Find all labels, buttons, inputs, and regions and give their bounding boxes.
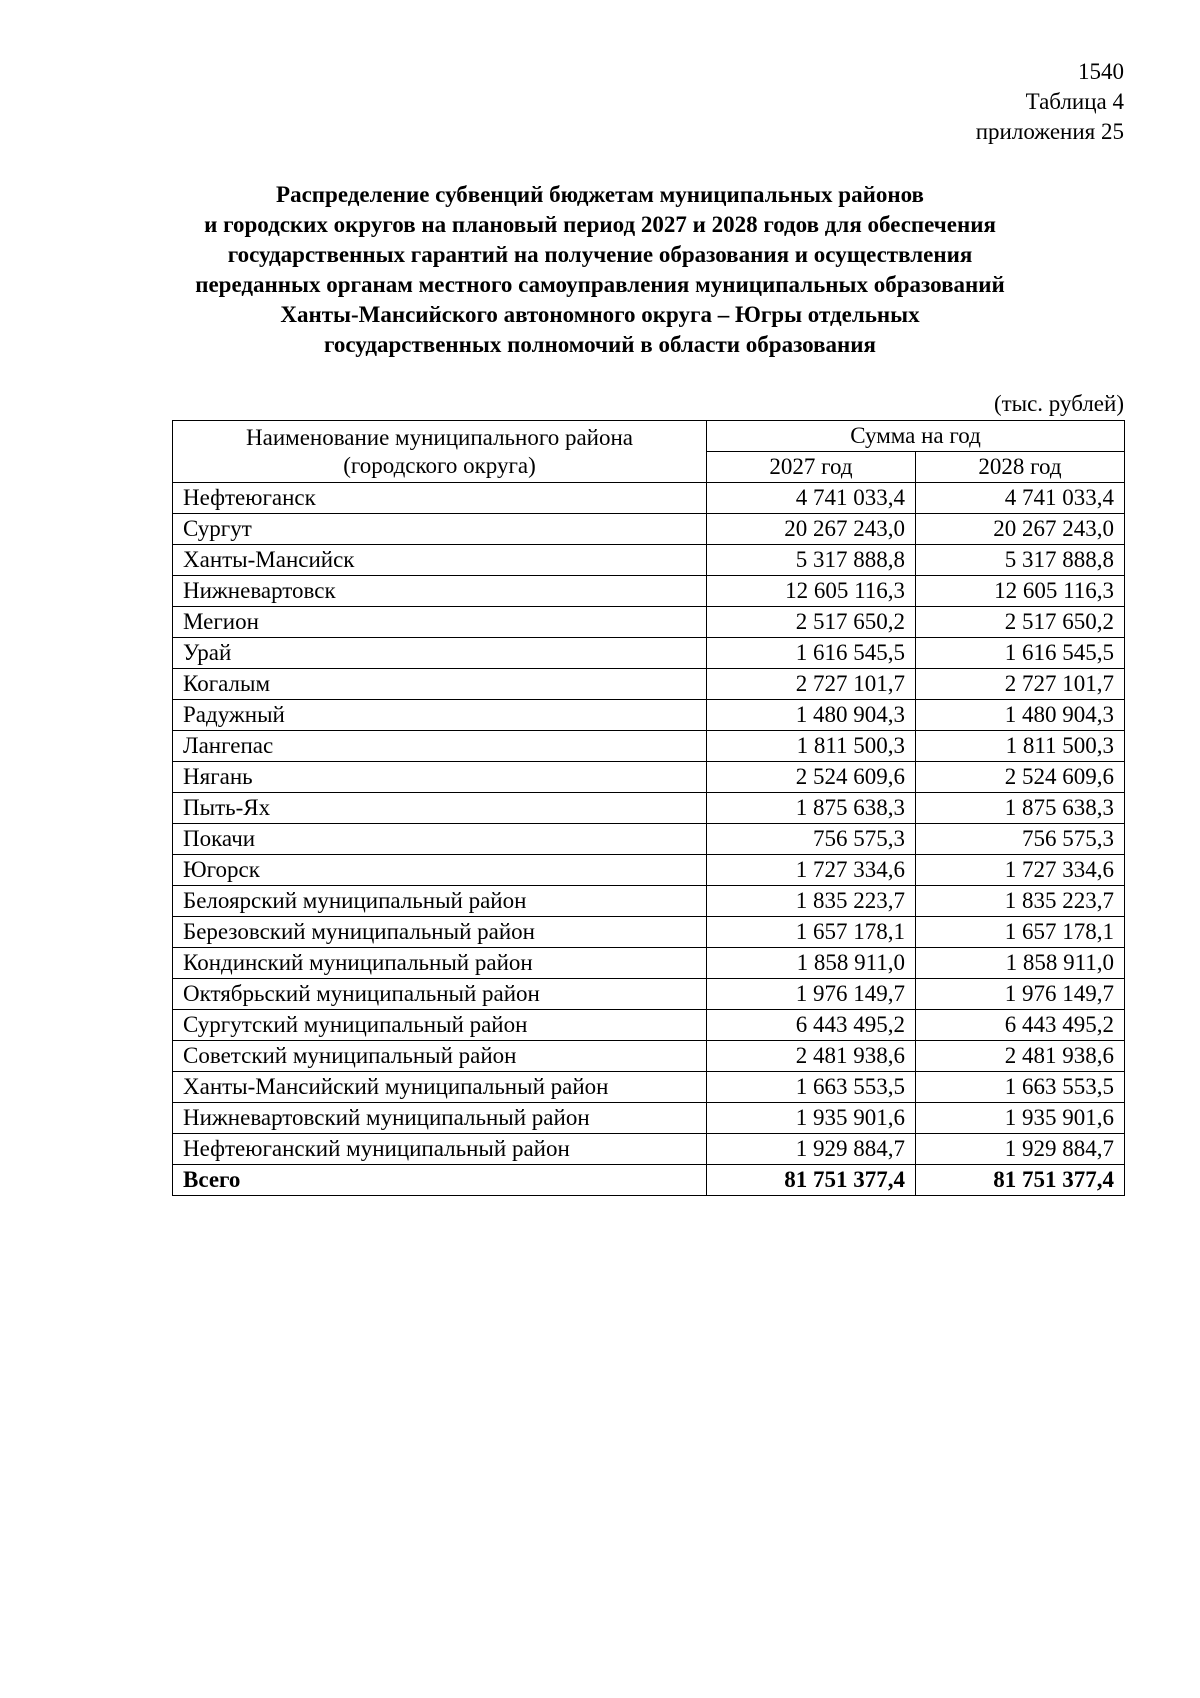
row-2027-cell: 1 875 638,3	[707, 793, 916, 824]
row-name-cell: Нижневартовский муниципальный район	[173, 1103, 707, 1134]
row-name-cell: Покачи	[173, 824, 707, 855]
title-line: Распределение субвенций бюджетам муниципальных районов	[276, 182, 924, 207]
table-row	[173, 1072, 1125, 1103]
column-header-sum: Сумма на год	[707, 421, 1125, 452]
row-name-cell: Урай	[173, 638, 707, 669]
row-name-cell: Нефтеюганск	[173, 483, 707, 514]
row-name-cell: Октябрьский муниципальный район	[173, 979, 707, 1010]
row-2027-cell: 20 267 243,0	[707, 514, 916, 545]
row-2028-cell: 2 727 101,7	[916, 669, 1125, 700]
appendix-reference: приложения 25	[975, 119, 1124, 144]
row-name-cell: Советский муниципальный район	[173, 1041, 707, 1072]
row-2027-cell: 1 480 904,3	[707, 700, 916, 731]
table-header-row	[173, 421, 1125, 452]
total-2028-cell: 81 751 377,4	[916, 1165, 1125, 1196]
row-2028-cell: 20 267 243,0	[916, 514, 1125, 545]
column-header-name	[173, 421, 707, 483]
row-2028-cell: 1 875 638,3	[916, 793, 1125, 824]
row-2028-cell: 2 524 609,6	[916, 762, 1125, 793]
row-name-cell: Мегион	[173, 607, 707, 638]
row-2027-cell: 6 443 495,2	[707, 1010, 916, 1041]
row-name-cell: Ханты-Мансийск	[173, 545, 707, 576]
table-row	[173, 514, 1125, 545]
row-name-cell: Радужный	[173, 700, 707, 731]
row-2027-cell: 1 935 901,6	[707, 1103, 916, 1134]
table-row	[173, 669, 1125, 700]
row-2028-cell: 1 663 553,5	[916, 1072, 1125, 1103]
table-body	[173, 483, 1125, 1196]
row-name-cell: Белоярский муниципальный район	[173, 886, 707, 917]
row-name-cell: Ханты-Мансийский муниципальный район	[173, 1072, 707, 1103]
title-line: Ханты-Мансийского автономного округа – Югры отдельных	[280, 302, 920, 327]
units-label: (тыс. рублей)	[993, 391, 1124, 416]
table-row	[173, 545, 1125, 576]
title-line: переданных органам местного самоуправления муниципальных образований	[195, 272, 1005, 297]
column-header-name-line2: (городского округа)	[343, 452, 536, 478]
table-row	[173, 793, 1125, 824]
row-name-cell: Нефтеюганский муниципальный район	[173, 1134, 707, 1165]
row-2027-cell: 1 858 911,0	[707, 948, 916, 979]
title-line: государственных гарантий на получение образования и осуществления	[227, 242, 973, 267]
row-2028-cell: 1 811 500,3	[916, 731, 1125, 762]
row-2027-cell: 756 575,3	[707, 824, 916, 855]
row-2027-cell: 1 727 334,6	[707, 855, 916, 886]
row-2027-cell: 1 929 884,7	[707, 1134, 916, 1165]
row-2027-cell: 1 663 553,5	[707, 1072, 916, 1103]
table-row	[173, 886, 1125, 917]
table-row	[173, 700, 1125, 731]
row-2027-cell: 2 517 650,2	[707, 607, 916, 638]
table-reference: Таблица 4	[1025, 89, 1124, 114]
row-2028-cell: 1 657 178,1	[916, 917, 1125, 948]
table-row	[173, 824, 1125, 855]
row-name-cell: Сургут	[173, 514, 707, 545]
table-row	[173, 855, 1125, 886]
row-2028-cell: 1 480 904,3	[916, 700, 1125, 731]
row-name-cell: Пыть-Ях	[173, 793, 707, 824]
row-name-cell: Когалым	[173, 669, 707, 700]
row-2028-cell: 12 605 116,3	[916, 576, 1125, 607]
table-row	[173, 1041, 1125, 1072]
table-total-row	[173, 1165, 1125, 1196]
row-name-cell: Кондинский муниципальный район	[173, 948, 707, 979]
row-name-cell: Югорск	[173, 855, 707, 886]
column-header-2027: 2027 год	[707, 452, 916, 483]
column-header-2028: 2028 год	[916, 452, 1125, 483]
row-2027-cell: 1 811 500,3	[707, 731, 916, 762]
row-2028-cell: 4 741 033,4	[916, 483, 1125, 514]
table-row	[173, 483, 1125, 514]
total-name-cell: Всего	[173, 1165, 707, 1196]
row-name-cell: Березовский муниципальный район	[173, 917, 707, 948]
table-row	[173, 917, 1125, 948]
table-row	[173, 638, 1125, 669]
row-2027-cell: 1 976 149,7	[707, 979, 916, 1010]
table-row	[173, 607, 1125, 638]
row-2027-cell: 2 727 101,7	[707, 669, 916, 700]
title-line: государственных полномочий в области образования	[324, 332, 876, 357]
row-2028-cell: 1 929 884,7	[916, 1134, 1125, 1165]
document-title	[130, 180, 1070, 360]
row-2027-cell: 1 835 223,7	[707, 886, 916, 917]
table-row	[173, 979, 1125, 1010]
row-name-cell: Нягань	[173, 762, 707, 793]
row-2027-cell: 1 657 178,1	[707, 917, 916, 948]
table-row	[173, 948, 1125, 979]
row-name-cell: Лангепас	[173, 731, 707, 762]
table-row	[173, 576, 1125, 607]
row-2028-cell: 2 481 938,6	[916, 1041, 1125, 1072]
row-2027-cell: 5 317 888,8	[707, 545, 916, 576]
row-2027-cell: 2 481 938,6	[707, 1041, 916, 1072]
table-row	[173, 1134, 1125, 1165]
table-row	[173, 762, 1125, 793]
row-2027-cell: 12 605 116,3	[707, 576, 916, 607]
total-2027-cell: 81 751 377,4	[707, 1165, 916, 1196]
row-2028-cell: 1 976 149,7	[916, 979, 1125, 1010]
row-2028-cell: 1 858 911,0	[916, 948, 1125, 979]
row-2028-cell: 1 616 545,5	[916, 638, 1125, 669]
subvention-table	[172, 420, 1125, 1196]
page-number: 1540	[1078, 59, 1124, 84]
row-2027-cell: 4 741 033,4	[707, 483, 916, 514]
column-header-name-line1: Наименование муниципального района	[246, 424, 633, 450]
table-row	[173, 1103, 1125, 1134]
row-2027-cell: 1 616 545,5	[707, 638, 916, 669]
table-row	[173, 1010, 1125, 1041]
table-row	[173, 731, 1125, 762]
row-2028-cell: 5 317 888,8	[916, 545, 1125, 576]
row-2028-cell: 756 575,3	[916, 824, 1125, 855]
row-2028-cell: 1 935 901,6	[916, 1103, 1125, 1134]
row-name-cell: Сургутский муниципальный район	[173, 1010, 707, 1041]
row-2028-cell: 2 517 650,2	[916, 607, 1125, 638]
row-2028-cell: 1 835 223,7	[916, 886, 1125, 917]
row-name-cell: Нижневартовск	[173, 576, 707, 607]
row-2027-cell: 2 524 609,6	[707, 762, 916, 793]
row-2028-cell: 6 443 495,2	[916, 1010, 1125, 1041]
row-2028-cell: 1 727 334,6	[916, 855, 1125, 886]
title-line: и городских округов на плановый период 2027 и 2028 годов для обеспечения	[204, 212, 996, 237]
